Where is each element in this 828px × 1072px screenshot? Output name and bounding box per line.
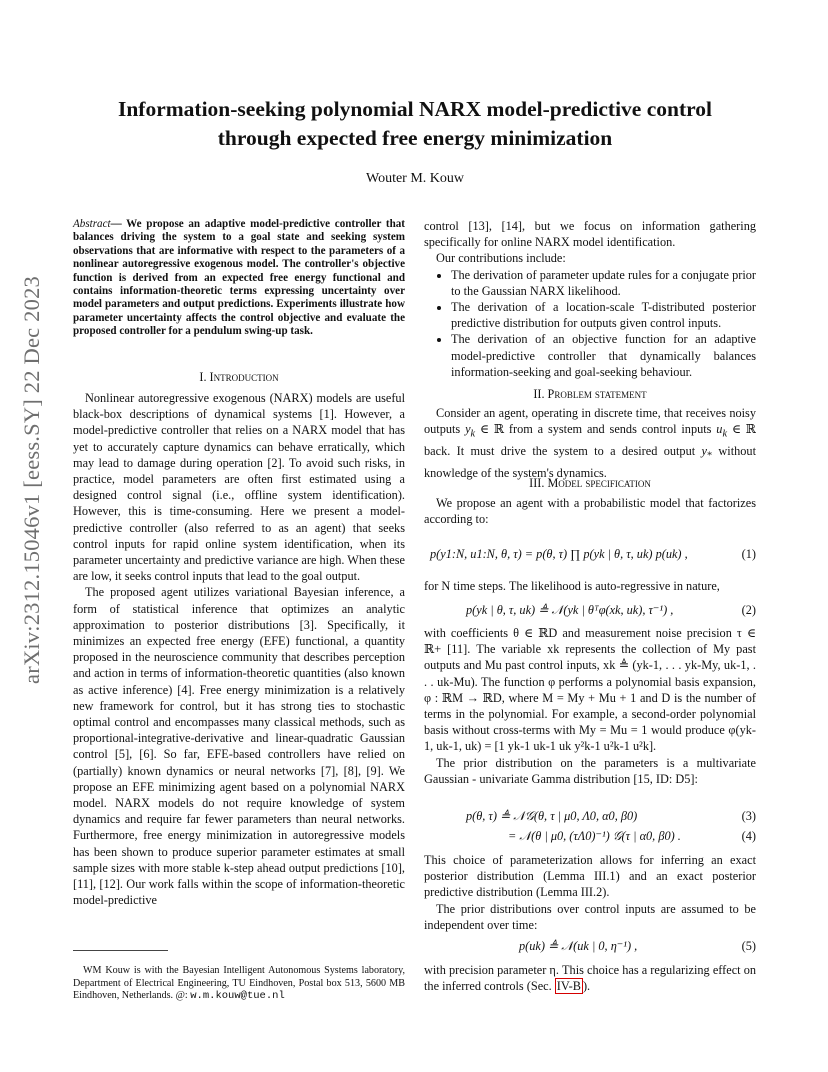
arxiv-identifier: arXiv:2312.15046v1 [eess.SY] 22 Dec 2023 bbox=[19, 276, 44, 684]
equation-5-number: (5) bbox=[741, 939, 756, 953]
control-prior-paragraph: The prior distributions over control inputs are assumed to be independent over time: bbox=[424, 901, 756, 932]
equation-1-body: p(y1:N, u1:N, θ, τ) = p(θ, τ) ∏ p(yk | θ, τ, uk) p(uk) , bbox=[430, 547, 688, 561]
intro-paragraph-2: The proposed agent utilizes variational Bayesian inference, a form of statistical inference that optimizes an analytic approximation to posterior distributions [3]. Specifically, it minimizes an expected free energy (EFE) functional, a quantity proposed in the neuroscience community that describes perception and action in terms of information-theoretic quantities (also known as active inference) [4]. Free energy minimization is a relatively new framework for control, but it has strong ties to stochastic optimal control and encompasses many classical methods, such as proportional-integrative-derivative and linear-quadratic Gaussian control [5], [6]. So far, EFE-based controllers have relied on (partially) known dynamics or neural networks [7], [8], [9]. We propose an EFE minimizing agent based on a polynomial NARX model. NARX models do not require knowledge of system dynamics and require far fewer parameters than neural networks. Furthermore, free energy minimization in autoregressive models has been shown to produce superior parameter estimates at small sample sizes with more stable k-step ahead output predictions [10], [11], [12]. Our work falls within the scope of information-theoretic model-predictive bbox=[73, 585, 405, 908]
title-line-1: Information-seeking polynomial NARX model-predictive control bbox=[117, 97, 712, 121]
equation-3 bbox=[424, 808, 756, 826]
footnote-rule bbox=[73, 950, 168, 951]
equation-4 bbox=[424, 828, 756, 846]
arxiv-sidebar bbox=[12, 276, 52, 684]
equation-5-body: p(uk) ≜ 𝒩(uk | 0, η⁻¹) , bbox=[519, 939, 638, 953]
equation-1-number: (1) bbox=[741, 547, 756, 561]
abstract bbox=[73, 218, 405, 339]
abstract-text: — We propose an adaptive model-predictive controller that balances driving the system to a goal state and seeking system observations that are informative with respect to the parameters of a nonlinear autoregressive exogenous model. The controller's objective function is derived from an expected free energy functional and contains information-theoretic terms expressing uncertainty over model parameters and output predictions. Experiments illustrate how parameter uncertainty affects the control objective and evaluate the proposed controller for a pendulum swing-up task. bbox=[73, 218, 405, 338]
prior-paragraph: The prior distribution on the parameters is a multivariate Gaussian - univariate Gamma distribution [15, ID: D5]: bbox=[424, 755, 756, 786]
author-name: Wouter M. Kouw bbox=[365, 171, 465, 186]
equation-3-body: p(θ, τ) ≜ 𝒩𝒢(θ, τ | μ0, Λ0, α0, β0) bbox=[466, 809, 638, 823]
section-heading-model-specification: III. Model specification bbox=[529, 476, 651, 490]
footnote: WM Kouw is with the Bayesian Intelligent Autonomous Systems laboratory, Department of Electrical Engineering, TU Eindhoven, Postal box 513, 5600 MB Eindhoven, Netherlands. @: w.m.kouw@tue.nl bbox=[73, 965, 405, 1003]
contribution-item: • The derivation of parameter update rules for a conjugate prior to the Gaussian NARX likelihood. bbox=[451, 267, 756, 299]
equation-5 bbox=[424, 938, 756, 956]
contribution-item: • The derivation of an objective function for an adaptive model-predictive controller that dynamically balances information-seeking and goal-seeking behaviour. bbox=[451, 331, 756, 380]
problem-statement-body bbox=[424, 405, 756, 481]
section-reference-link[interactable]: IV-B bbox=[556, 979, 581, 994]
introduction-body bbox=[73, 390, 405, 909]
paper-title bbox=[70, 95, 760, 153]
section-heading-problem-statement: II. Problem statement bbox=[533, 387, 647, 401]
equation-4-body: = 𝒩(θ | μ0, (τΛ0)⁻¹) 𝒢(τ | α0, β0) . bbox=[508, 829, 681, 843]
section-heading-introduction: I. Introduction bbox=[199, 370, 279, 384]
intro-paragraph-1: Nonlinear autoregressive exogenous (NARX) models are useful black-box descriptions of dynamical systems [1]. However, a model-predictive controller that relies on a NARX model that has yet to accurately capture dynamics can behave erratically, which may lead to damage during operation [2]. To avoid such risks, in practice, model parameters are often first estimated using a designed control signal (i.e., offline system identification). However, this is time-consuming. Here we present a model-predictive controller (also referred to as an agent) that seeks control inputs for rapid online system identification, when its parameter uncertainty and predictive variance are high. When these are low, it seeks control inputs that lead to the goal output. bbox=[73, 391, 405, 584]
contributions-intro: Our contributions include: bbox=[436, 251, 566, 266]
equation-2-number: (2) bbox=[741, 603, 756, 617]
after-equation-1: for N time steps. The likelihood is auto-regressive in nature, bbox=[424, 579, 720, 593]
equation-4-number: (4) bbox=[741, 829, 756, 843]
equation-2-body: p(yk | θ, τ, uk) ≜ 𝒩(yk | θᵀφ(xk, uk), τ⁻¹) , bbox=[466, 603, 674, 617]
equation-3-number: (3) bbox=[741, 809, 756, 823]
intro-continuation: control [13], [14], but we focus on information gathering specifically for online NARX model identification. bbox=[424, 219, 756, 250]
title-line-2: through expected free energy minimization bbox=[217, 126, 613, 150]
after-equation-2: with coefficients θ ∈ ℝD and measurement noise precision τ ∈ ℝ+ [11]. The variable xk represents the collection of My past outputs and Mu past control inputs, xk ≜ (yk-1, . . . yk-My, uk-1, . . . uk-Mu). The function φ performs a polynomial basis expansion, φ : ℝM → ℝD, where M = My + Mu + 1 and D is the number of terms in the polynomial. For example, a second-order polynomial basis without cross-terms with My = Mu = 1 would produce φ(yk-1, uk-1, uk) = [1 yk-1 uk-1 uk y²k-1 u²k-1 u²k]. The prior distribution on the parameters is a multivariate Gaussian - univariate Gamma distribution [15, ID: D5]: bbox=[424, 626, 756, 786]
problem-paragraph: Consider an agent, operating in discrete time, that receives noisy outputs $y_k$ ∈ ℝ from a system and sends control inputs $u_k$ ∈ ℝ back. It must drive the system to a desired output $y_*$ without knowledge of the system's dynamics. bbox=[424, 406, 756, 480]
contributions-list bbox=[424, 267, 756, 380]
model-spec-intro bbox=[424, 495, 756, 527]
equation-1 bbox=[424, 546, 756, 564]
contribution-item: • The derivation of a location-scale T-distributed posterior predictive distribution for outputs given control inputs. bbox=[451, 299, 756, 331]
abstract-label: Abstract bbox=[73, 218, 111, 230]
model-spec-paragraph: We propose an agent with a probabilistic model that factorizes according to: bbox=[424, 496, 756, 527]
final-paragraph: with precision parameter η. This choice has a regularizing effect on the inferred controls (Sec. IV-B ). bbox=[424, 963, 756, 994]
right-column-top bbox=[424, 218, 756, 380]
parameterization-text: This choice of parameterization allows for inferring an exact posterior distribution (Lemma III.1) and an exact posterior predictive distribution (Lemma III.2). The prior distributions over control inputs are assumed to be independent over time: bbox=[424, 853, 756, 932]
equation-2 bbox=[424, 602, 756, 620]
email-link[interactable]: w.m.kouw@tue.nl bbox=[190, 990, 285, 1003]
